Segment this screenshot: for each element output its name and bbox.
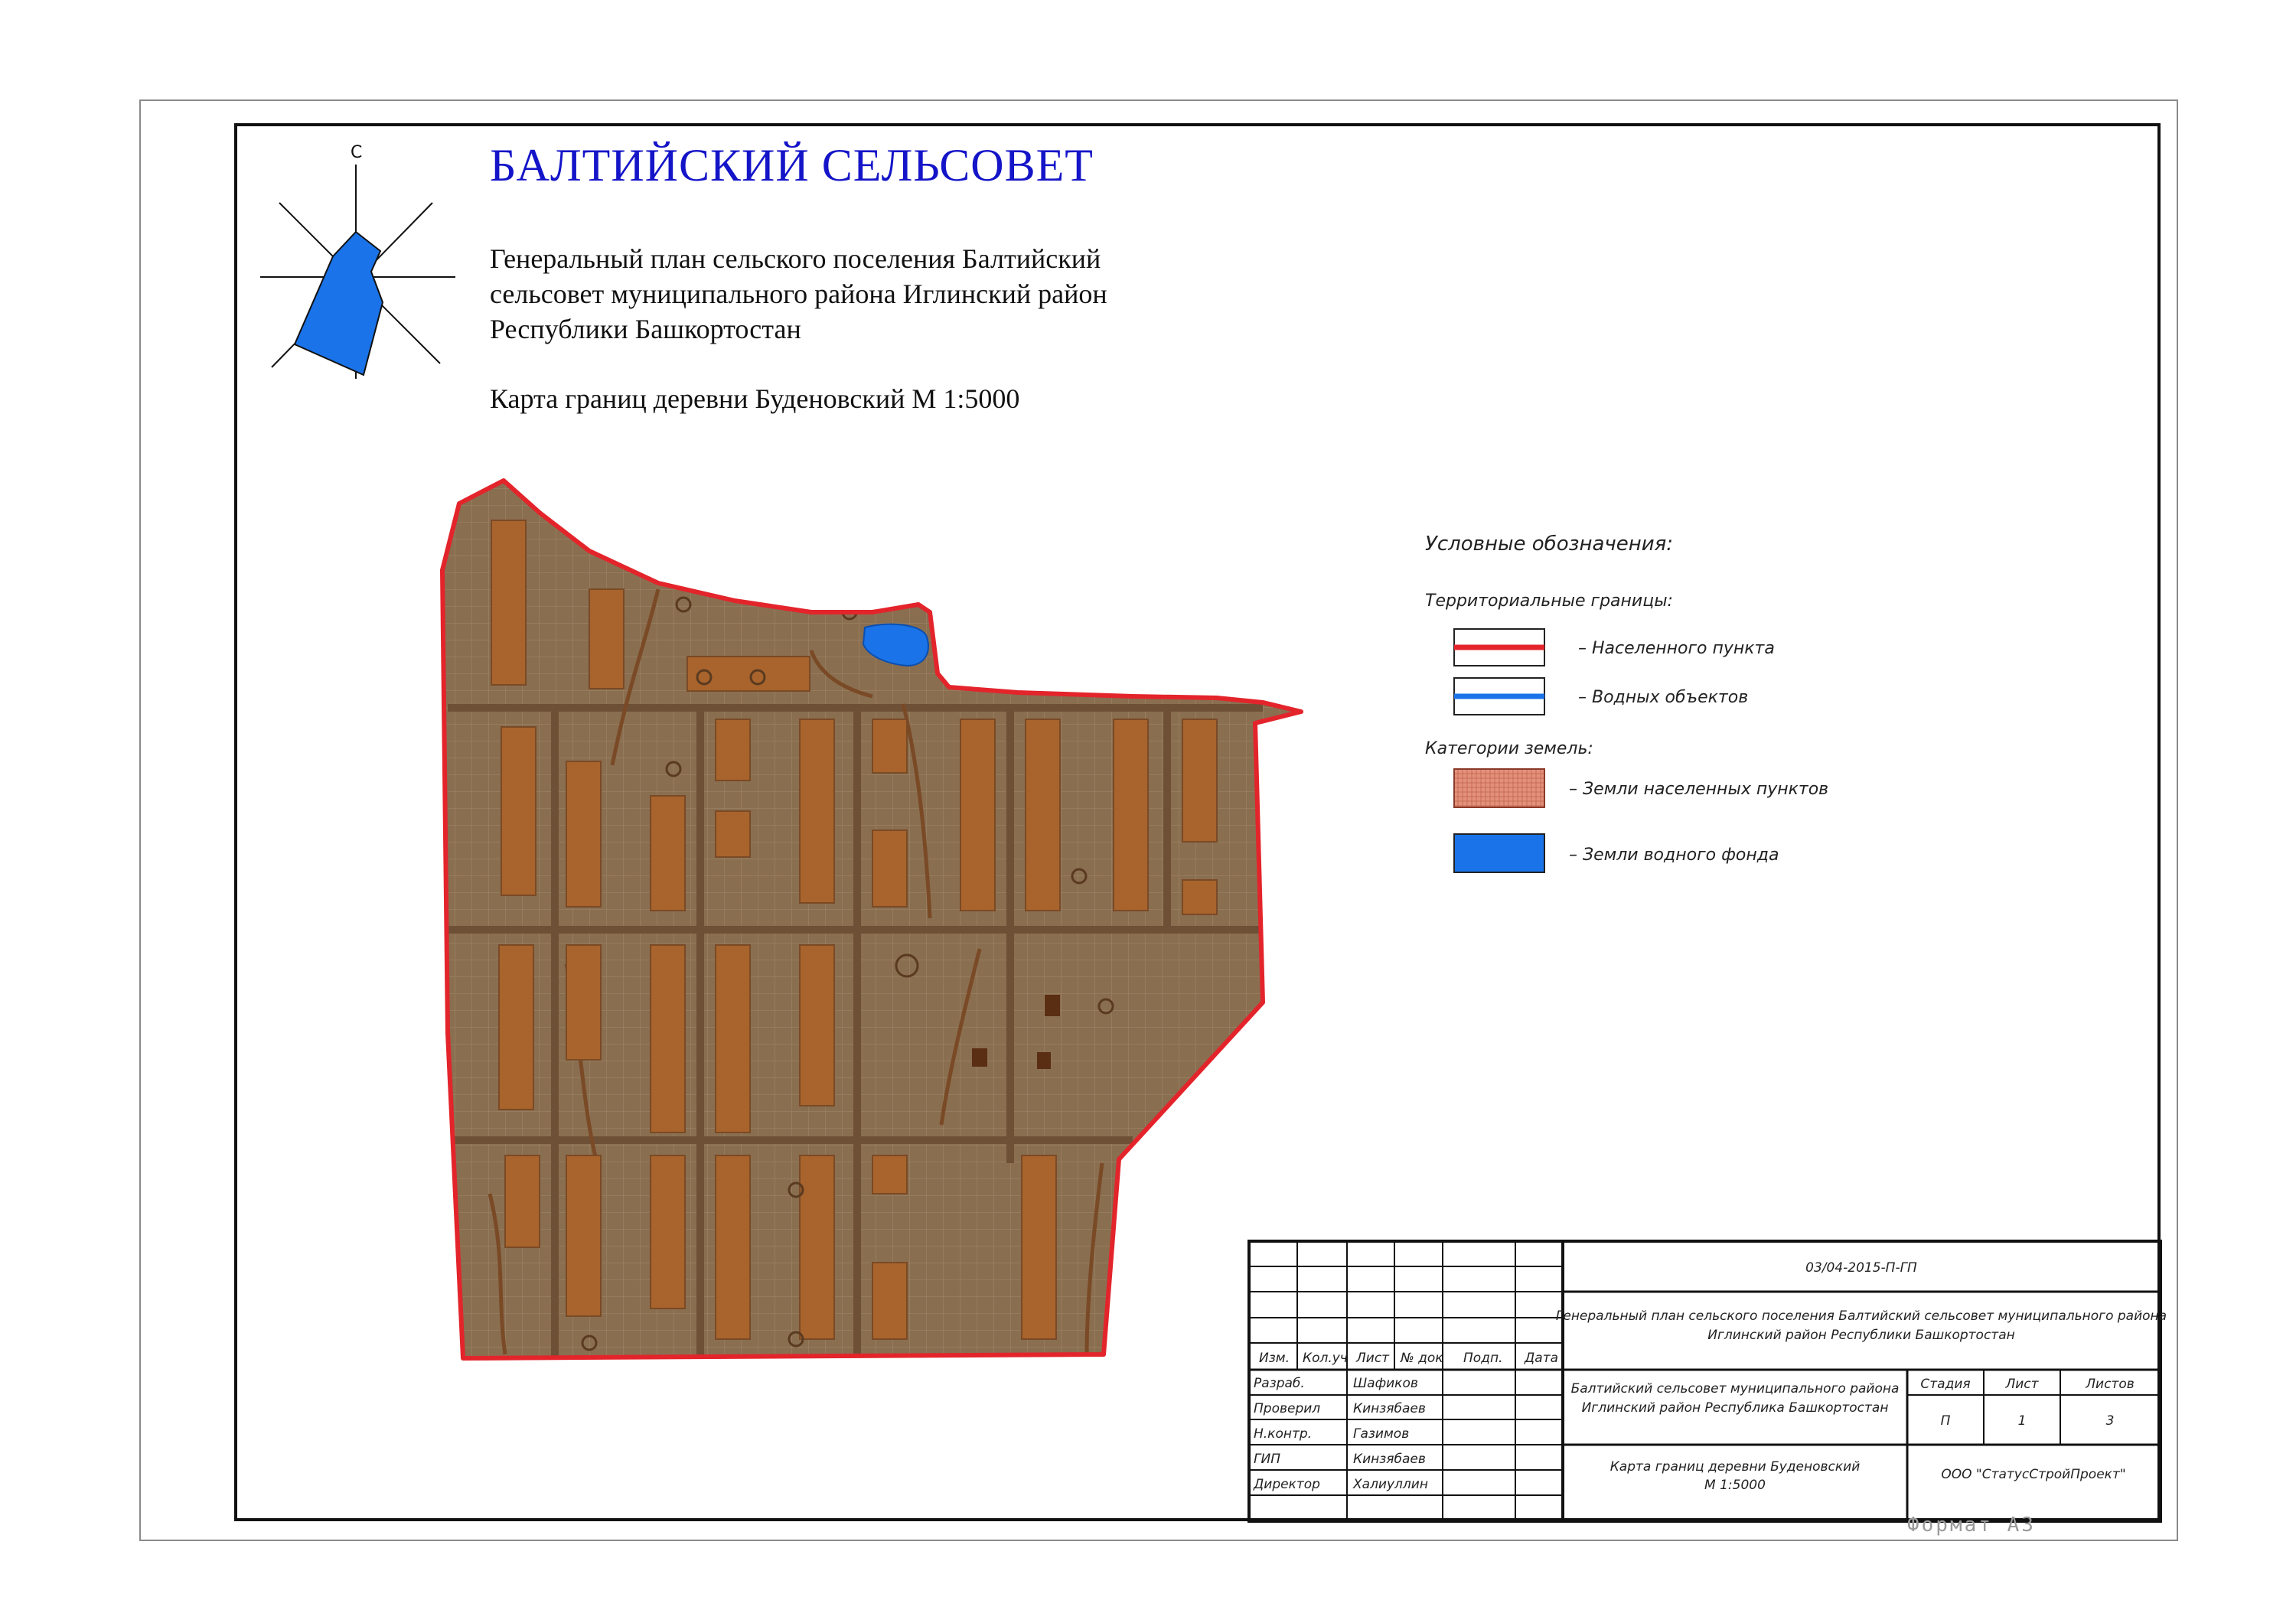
legend-swatch-settlement-land	[1454, 769, 1544, 807]
col-signature: Подп.	[1463, 1351, 1503, 1366]
legend-label-settlement-land: – Земли населенных пунктов	[1569, 780, 1829, 799]
col-doc-no: № док	[1401, 1351, 1443, 1366]
legend-label-settlement-boundary: – Населенного пункта	[1578, 639, 1775, 658]
format-label: Формат А3	[1907, 1514, 2036, 1537]
settlement-map	[429, 459, 1316, 1377]
sheet-label: Лист	[2005, 1377, 2039, 1392]
sheets-value: 3	[2105, 1413, 2115, 1429]
map-caption: Карта границ деревни Буденовский М 1:5000	[490, 383, 1020, 414]
project-title-line-2: Иглинский район Республики Башкортостан	[1707, 1328, 2015, 1343]
company-name: ООО "СтатусСтройПроект"	[1941, 1467, 2126, 1482]
subtitle-line: Республики Башкортостан	[490, 314, 801, 344]
drawing-title-line-1: Карта границ деревни Буденовский	[1609, 1459, 1861, 1475]
role-chief-engineer: ГИП	[1254, 1452, 1280, 1467]
col-list: Лист	[1356, 1351, 1390, 1366]
legend	[1425, 533, 1828, 872]
col-kol-uch: Кол.уч	[1303, 1351, 1348, 1366]
col-date: Дата	[1525, 1351, 1559, 1366]
drawing-title-line-2: М 1:5000	[1704, 1478, 1766, 1493]
col-izm: Изм.	[1259, 1351, 1290, 1366]
compass-rose	[260, 143, 455, 379]
page-title: БАЛТИЙСКИЙ СЕЛЬСОВЕТ	[490, 140, 1094, 191]
object-line-2: Иглинский район Республика Башкортостан	[1581, 1400, 1889, 1416]
legend-label-water-land: – Земли водного фонда	[1569, 846, 1779, 865]
legend-label-water-boundary: – Водных объектов	[1578, 688, 1749, 707]
sheet-value: 1	[2017, 1413, 2027, 1429]
subtitle-line: Генеральный план сельского поселения Балтийский	[490, 243, 1101, 274]
legend-section-boundaries: Территориальные границы:	[1425, 592, 1673, 611]
stage-label: Стадия	[1920, 1377, 1971, 1392]
name-checked: Кинзябаев	[1353, 1401, 1426, 1416]
project-title-line-1: Генеральный план сельского поселения Балтийский сельсовет муниципального района	[1555, 1309, 2167, 1324]
name-chief-engineer: Кинзябаев	[1353, 1452, 1426, 1467]
role-checked: Проверил	[1254, 1401, 1321, 1416]
sheets-label: Листов	[2086, 1377, 2135, 1392]
role-norm-control: Н.контр.	[1254, 1426, 1313, 1442]
role-director: Директор	[1254, 1477, 1320, 1492]
legend-section-categories: Категории земель:	[1425, 739, 1593, 758]
subtitle-line: сельсовет муниципального района Иглинский район	[490, 279, 1107, 309]
north-letter: С	[351, 143, 363, 162]
legend-swatch-water-land	[1454, 834, 1544, 872]
stage-value: П	[1940, 1413, 1951, 1429]
role-developer: Разраб.	[1254, 1376, 1305, 1391]
object-line-1: Балтийский сельсовет муниципального района	[1570, 1381, 1900, 1396]
title-block-text	[1253, 1260, 2167, 1493]
doc-code: 03/04-2015-П-ГП	[1805, 1260, 1917, 1276]
name-developer: Шафиков	[1353, 1376, 1418, 1391]
name-director: Халиуллин	[1353, 1477, 1428, 1492]
wind-rose-shape	[295, 232, 383, 375]
name-norm-control: Газимов	[1353, 1426, 1410, 1442]
legend-heading: Условные обозначения:	[1425, 533, 1674, 556]
